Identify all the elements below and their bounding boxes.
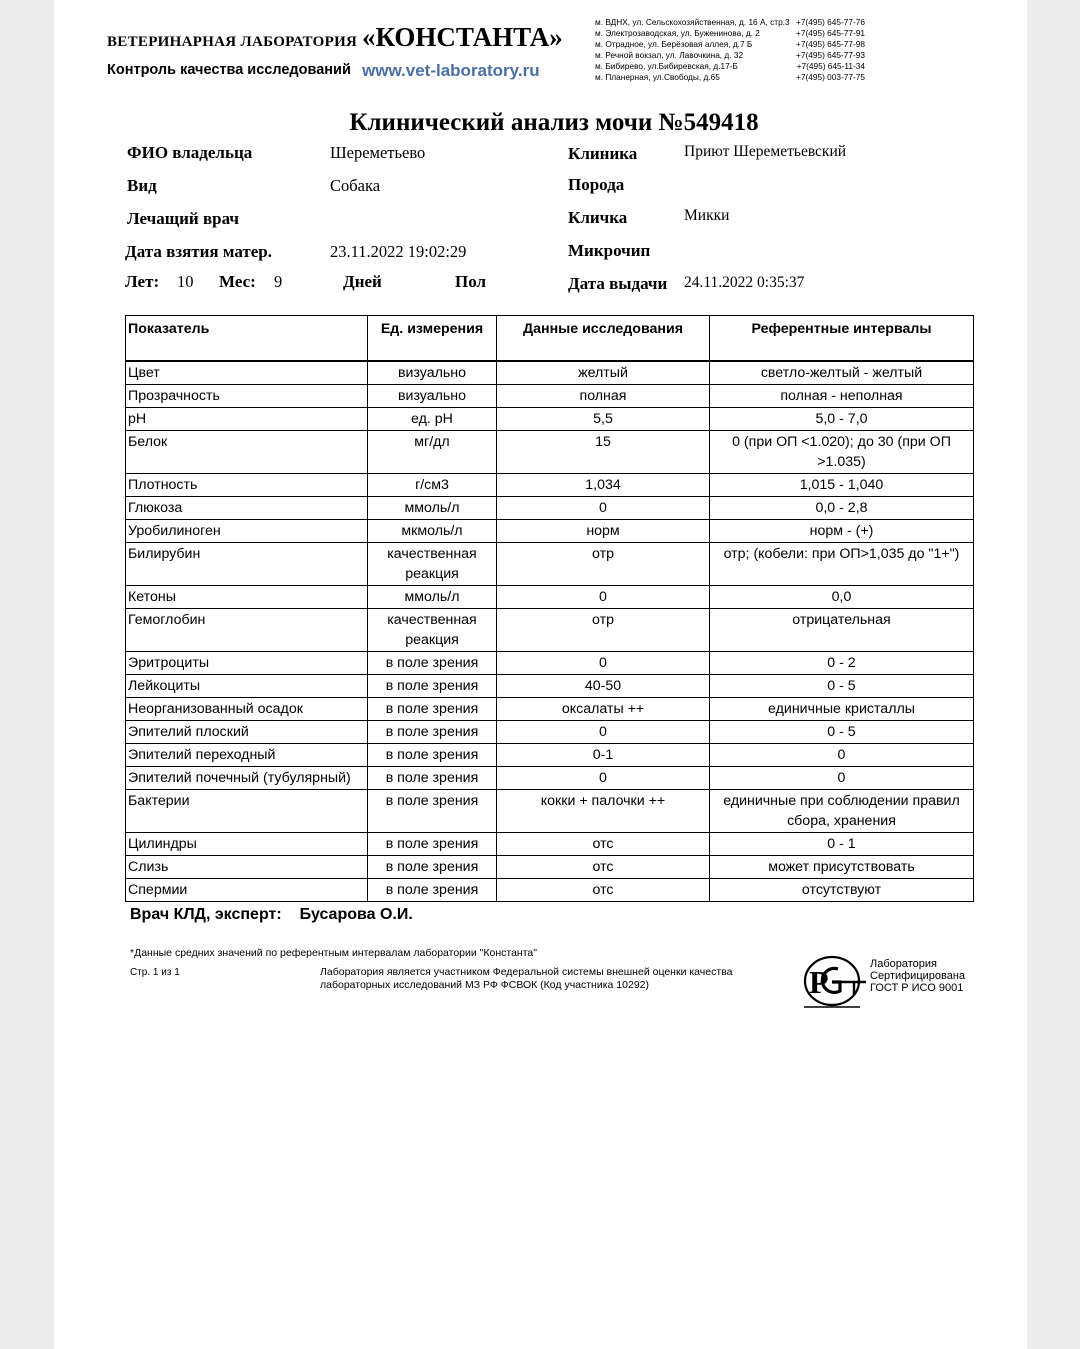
cell-result: 0 [497,652,710,675]
table-row [126,385,974,408]
cell-unit: в поле зрения [368,790,497,833]
cell-unit: качественная реакция [368,543,497,586]
cert-line: Сертифицирована [870,970,966,982]
cell-parameter: Цвет [126,361,368,385]
cell-unit: в поле зрения [368,744,497,767]
doctor-label: Лечащий врач [127,209,239,228]
cell-unit: в поле зрения [368,856,497,879]
cell-reference: 0,0 [710,586,974,609]
cell-reference: норм - (+) [710,520,974,543]
cell-reference: отр; (кобели: при ОП>1,035 до "1+") [710,543,974,586]
table-row [126,609,974,652]
certification-logo-icon [802,955,868,1016]
cell-reference: 0 - 5 [710,675,974,698]
cell-parameter: Лейкоциты [126,675,368,698]
lab-name: «КОНСТАНТА» [362,22,563,52]
page-number: Стр. 1 из 1 [130,967,180,978]
cell-parameter: Цилиндры [126,833,368,856]
cell-result: 1,034 [497,474,710,497]
cell-unit: в поле зрения [368,767,497,790]
cell-reference: полная - неполная [710,385,974,408]
cell-reference: 5,0 - 7,0 [710,408,974,431]
cell-result: 0-1 [497,744,710,767]
cell-parameter: Билирубин [126,543,368,586]
nickname-label: Кличка [568,208,628,227]
cell-parameter: Неорганизованный осадок [126,698,368,721]
cell-parameter: pH [126,408,368,431]
cell-unit: визуально [368,385,497,408]
cell-result: полная [497,385,710,408]
address-row [595,50,865,61]
cell-parameter: Бактерии [126,790,368,833]
table-row [126,497,974,520]
cell-result: 15 [497,431,710,474]
cell-result: отр [497,543,710,586]
issue-date-label: Дата выдачи [568,274,668,293]
date-taken-value: 23.11.2022 19:02:29 [330,242,467,261]
cell-parameter: Эпителий переходный [126,744,368,767]
cell-parameter: Эритроциты [126,652,368,675]
breed-label: Порода [568,175,625,194]
document-title: Клинический анализ мочи №549418 [349,109,759,136]
cell-result: отс [497,856,710,879]
clinic-label: Клиника [568,144,638,163]
table-row [126,856,974,879]
header-reference: Референтные интервалы [710,316,974,362]
cell-unit: качественная реакция [368,609,497,652]
cell-unit: в поле зрения [368,833,497,856]
cell-unit: визуально [368,361,497,385]
table-row [126,431,974,474]
address: м. Бибирево, ул.Бибиревская, д.17-Б [595,61,738,71]
cell-reference: 0 - 5 [710,721,974,744]
address-list [595,17,865,83]
days-label: Дней [343,272,382,291]
header-result: Данные исследования [497,316,710,362]
cell-parameter: Слизь [126,856,368,879]
nickname-value: Микки [684,207,730,224]
svg-text:P: P [809,964,829,1000]
cell-unit: в поле зрения [368,698,497,721]
cell-unit: в поле зрения [368,675,497,698]
address: м. Планерная, ул.Свободы, д.65 [595,72,720,82]
cell-reference: 0 - 2 [710,652,974,675]
cell-unit: ммоль/л [368,497,497,520]
phone: +7(495) 645-77-91 [796,28,865,38]
cell-reference: 0 - 1 [710,833,974,856]
address-row [595,61,865,72]
cell-reference: светло-желтый - желтый [710,361,974,385]
cell-unit: г/см3 [368,474,497,497]
address-row [595,72,865,83]
cell-result: отр [497,609,710,652]
cell-parameter: Глюкоза [126,497,368,520]
signature-name: Бусарова О.И. [299,906,413,923]
cell-parameter: Плотность [126,474,368,497]
lab-website: www.vet-laboratory.ru [362,61,540,80]
certification-text [870,958,965,994]
cell-reference: 0,0 - 2,8 [710,497,974,520]
cell-result: 40-50 [497,675,710,698]
cell-unit: ед. pH [368,408,497,431]
cell-reference: единичные кристаллы [710,698,974,721]
clinic-value: Приют Шереметьевский [684,143,847,160]
cell-reference: единичные при соблюдении правил сбора, хранения [710,790,974,833]
signature [130,906,431,924]
cell-parameter: Кетоны [126,586,368,609]
cell-parameter: Гемоглобин [126,609,368,652]
cell-result: отс [497,879,710,902]
address: м. ВДНХ, ул. Сельскохозяйственная, д. 16 А, стр.3 [595,17,790,27]
lab-label: ВЕТЕРИНАРНАЯ ЛАБОРАТОРИЯ [107,34,358,50]
fsvok-note: Лаборатория является участником Федеральной системы внешней оценки качества лабораторных исследований МЗ РФ ФСВОК (Код участника 10292) [320,966,733,991]
table-row [126,767,974,790]
table-header-row [126,316,974,362]
address-row [595,39,865,50]
table-row [126,698,974,721]
sex-label: Пол [455,272,487,291]
table-row [126,744,974,767]
cell-parameter: Спермии [126,879,368,902]
cell-reference: 1,015 - 1,040 [710,474,974,497]
table-row [126,474,974,497]
cell-result: 0 [497,721,710,744]
table-row [126,361,974,385]
phone: +7(495) 645-77-76 [796,17,865,27]
cell-unit: в поле зрения [368,652,497,675]
cell-reference: 0 [710,767,974,790]
cell-result: 0 [497,497,710,520]
cell-reference: отсутствуют [710,879,974,902]
table-row [126,543,974,586]
cell-result: желтый [497,361,710,385]
months-value: 9 [274,272,283,291]
species-value: Собака [330,176,381,195]
cert-line: Лаборатория [870,958,937,970]
cell-result: норм [497,520,710,543]
cell-unit: ммоль/л [368,586,497,609]
species-label: Вид [127,176,157,195]
address: м. Отрадное, ул. Берёзовая аллея, д.7 Б [595,39,753,49]
cell-parameter: Эпителий почечный (тубулярный) [126,767,368,790]
owner-value: Шереметьево [330,143,426,162]
cell-unit: в поле зрения [368,721,497,744]
cell-result: отс [497,833,710,856]
table-row [126,586,974,609]
footnote: *Данные средних значений по референтным интервалам лаборатории "Константа" [130,947,537,959]
cell-result: 0 [497,586,710,609]
cell-result: оксалаты ++ [497,698,710,721]
issue-date-value: 24.11.2022 0:35:37 [684,274,805,291]
phone: +7(495) 003-77-75 [796,72,865,82]
cell-reference: 0 [710,744,974,767]
cell-result: 0 [497,767,710,790]
phone: +7(495) 645-11-34 [796,61,865,71]
owner-label: ФИО владельца [127,143,253,162]
table-row [126,408,974,431]
date-taken-label: Дата взятия матер. [125,242,272,261]
microchip-label: Микрочип [568,241,651,260]
cell-parameter: Белок [126,431,368,474]
header-unit: Ед. измерения [368,316,497,362]
table-row [126,652,974,675]
document-page [54,0,1027,1349]
cell-reference: может присутствовать [710,856,974,879]
address: м. Электрозаводская, ул. Буженинова, д. 2 [595,28,760,38]
table-row [126,675,974,698]
results-table [125,315,974,902]
cell-parameter: Уробилиноген [126,520,368,543]
years-value: 10 [177,272,194,291]
cert-line: ГОСТ Р ИСО 9001 [870,982,964,994]
header-parameter: Показатель [126,316,368,362]
cell-result: 5,5 [497,408,710,431]
cell-unit: мкмоль/л [368,520,497,543]
table-row [126,790,974,833]
cell-unit: в поле зрения [368,879,497,902]
months-label: Мес: [219,272,256,291]
address: м. Речной вокзал, ул. Лавочкина, д. 32 [595,50,744,60]
cell-unit: мг/дл [368,431,497,474]
cell-result: кокки + палочки ++ [497,790,710,833]
table-row [126,833,974,856]
phone: +7(495) 645-77-93 [796,50,865,60]
lab-subtitle: Контроль качества исследований [107,62,351,78]
years-label: Лет: [125,272,160,291]
table-row [126,879,974,902]
cell-reference: 0 (при ОП <1.020); до 30 (при ОП >1.035) [710,431,974,474]
table-row [126,721,974,744]
table-row [126,520,974,543]
address-row [595,28,865,39]
address-row [595,17,865,28]
signature-label: Врач КЛД, эксперт: [130,906,282,923]
cell-reference: отрицательная [710,609,974,652]
cell-parameter: Эпителий плоский [126,721,368,744]
phone: +7(495) 645-77-98 [796,39,865,49]
cell-parameter: Прозрачность [126,385,368,408]
